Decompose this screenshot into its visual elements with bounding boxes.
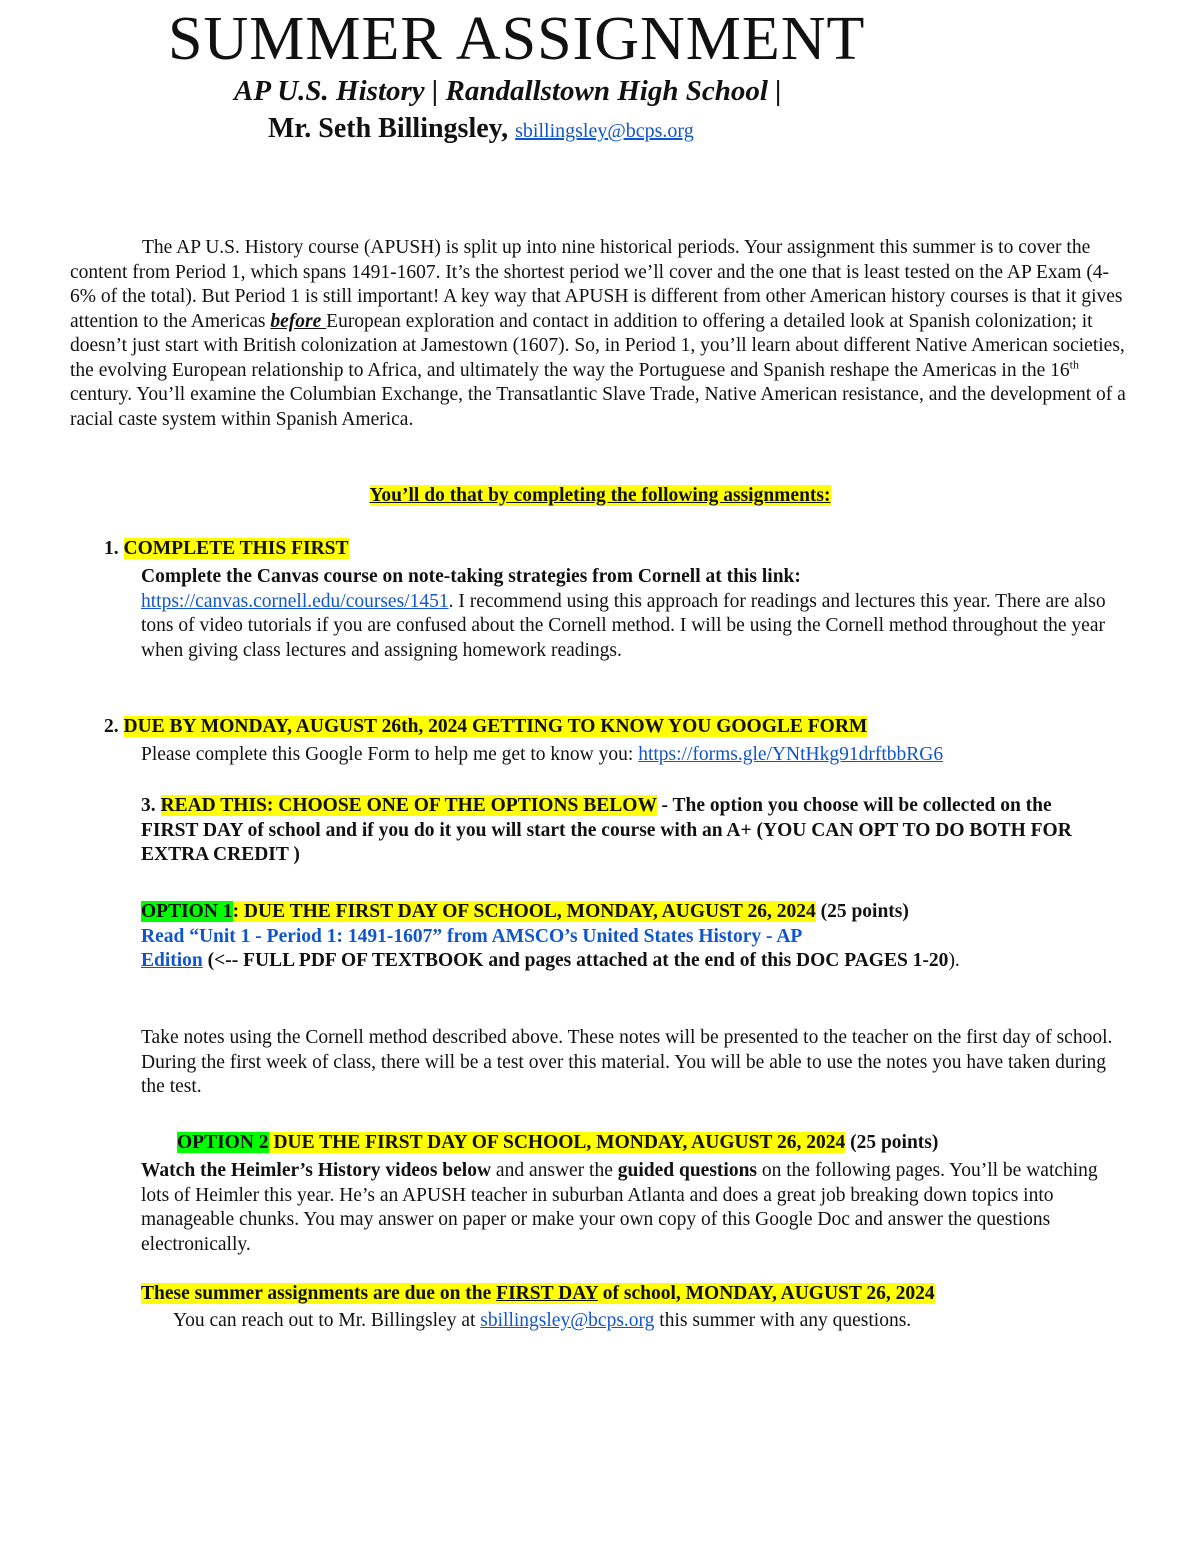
item3-text: - The option you choose will be collected on the FIRST DAY of school and if you do it you will start the course with an A+ (YOU CAN OPT TO DO BOTH FOR EXTRA CREDIT ) bbox=[141, 795, 1072, 865]
option1-heading bbox=[141, 901, 816, 922]
google-form-link[interactable]: https://forms.gle/YNtHkg91drftbbRG6 bbox=[638, 744, 944, 765]
intro-text-1: The AP U.S. History course (APUSH) is split up into nine historical periods. Your assignment this summer is to cover the content from Period 1, which spans 1491-1607. It’s the shortest period we’ll cover and the one that is least tested on the AP Exam (4-6% of the total). But Period 1 is still important! A key way that APUSH is different from other American history courses is that it gives attention to the Americas bbox=[70, 237, 1123, 332]
item1-heading: COMPLETE THIS FIRST bbox=[123, 538, 349, 559]
item1-text: . I recommend using this approach for readings and lectures this year. There are also tons of video tutorials if you are confused about the Cornell method. I will be using the Cornell method throughout the year when giving class lectures and assigning homework readings. bbox=[141, 590, 1106, 661]
option2-due: DUE THE FIRST DAY OF SCHOOL, MONDAY, AUGUST 26, 2024 bbox=[268, 1132, 846, 1153]
intro-text-2: European exploration and contact in addition to offering a detailed look at Spanish colonization; it doesn’t just start with British colonization at Jamestown (1607). So, in Period 1, you’ll learn about different Native American societies, the evolving European relationship to Africa, and ultimately the way the Portuguese and Spanish reshape the Americas in the 16 bbox=[70, 310, 1125, 381]
item1-heading-line bbox=[104, 538, 349, 560]
item3-number: 3. bbox=[141, 795, 156, 816]
amsco-edition-link[interactable]: Edition bbox=[141, 950, 203, 971]
footer-due bbox=[141, 1283, 935, 1304]
footer-contact-a: You can reach out to Mr. Billingsley at bbox=[173, 1310, 481, 1331]
item1-body bbox=[141, 565, 1121, 663]
option2-heading bbox=[177, 1132, 845, 1153]
item2-text: Please complete this Google Form to help me get to know you: bbox=[141, 744, 639, 765]
option2-body bbox=[141, 1159, 1121, 1257]
intro-before-emphasis: before bbox=[270, 310, 327, 332]
footer-contact bbox=[173, 1309, 911, 1334]
teacher-name: Mr. Seth Billingsley, bbox=[268, 113, 509, 144]
option1-note-end: ). bbox=[948, 950, 960, 971]
option1-note: (<-- FULL PDF OF TEXTBOOK and pages attached at the end of this DOC PAGES 1-20 bbox=[202, 950, 949, 971]
footer-email-link[interactable]: sbillingsley@bcps.org bbox=[480, 1310, 655, 1331]
footer-due-c: of school, MONDAY, AUGUST 26, 2024 bbox=[597, 1283, 935, 1304]
option2-text: on the following pages. You’ll be watching lots of Heimler this year. He’s an APUSH teacher in suburban Atlanta and does a great job breaking down topics into manageable chunks. You may answer on paper or make your own copy of this Google Doc and answer the questions electronically. bbox=[141, 1160, 1098, 1255]
option1-read-text: Read “Unit 1 - Period 1: 1491-1607” from AMSCO’s United States History - AP bbox=[141, 925, 803, 947]
item2-number: 2. bbox=[104, 716, 119, 737]
item3-heading: READ THIS: CHOOSE ONE OF THE OPTIONS BELOW bbox=[160, 795, 657, 816]
item2-heading-line bbox=[104, 716, 867, 738]
footer-due-line bbox=[141, 1283, 935, 1305]
option2-watch: Watch the Heimler’s History videos below bbox=[141, 1160, 492, 1181]
item3-block bbox=[141, 794, 1106, 868]
teacher-line bbox=[268, 110, 694, 150]
assignments-heading: You’ll do that by completing the following assignments: bbox=[369, 485, 831, 506]
option1-block bbox=[141, 900, 1121, 974]
option2-points: (25 points) bbox=[845, 1132, 939, 1153]
option2-mid: and answer the bbox=[491, 1160, 618, 1181]
intro-paragraph bbox=[70, 236, 1130, 432]
item2-body bbox=[141, 743, 1141, 768]
teacher-email-link[interactable]: sbillingsley@bcps.org bbox=[515, 120, 694, 142]
assignments-heading-line bbox=[0, 485, 1200, 507]
intro-superscript: th bbox=[1069, 357, 1079, 371]
option2-guided: guided questions bbox=[617, 1160, 758, 1181]
option1-due: : DUE THE FIRST DAY OF SCHOOL, MONDAY, AUGUST 26, 2024 bbox=[232, 901, 816, 922]
option1-instructions: Take notes using the Cornell method described above. These notes will be presented to the teacher on the first day of school. During the first week of class, there will be a test over this material. You will be able to use the notes you have taken during the test. bbox=[141, 1027, 1113, 1097]
intro-text-3: century. You’ll examine the Columbian Exchange, the Transatlantic Slave Trade, Native American resistance, and the development of a racial caste system within Spanish America. bbox=[70, 384, 1126, 430]
document-title: SUMMER ASSIGNMENT bbox=[168, 5, 866, 73]
footer-due-b: FIRST DAY bbox=[496, 1283, 598, 1304]
option1-points: (25 points) bbox=[815, 901, 909, 922]
footer-due-a: These summer assignments are due on the bbox=[141, 1283, 497, 1304]
option1-label: OPTION 1 bbox=[141, 901, 233, 922]
option2-label: OPTION 2 bbox=[177, 1132, 269, 1153]
item2-heading: DUE BY MONDAY, AUGUST 26th, 2024 GETTING TO KNOW YOU GOOGLE FORM bbox=[123, 716, 868, 737]
footer-contact-b: this summer with any questions. bbox=[654, 1310, 912, 1331]
item1-bold-line: Complete the Canvas course on note-taking strategies from Cornell at this link: bbox=[141, 566, 801, 587]
course-subtitle: AP U.S. History | Randallstown High School | bbox=[234, 75, 782, 107]
item1-number: 1. bbox=[104, 538, 119, 559]
option2-heading-line bbox=[177, 1132, 938, 1154]
cornell-canvas-link[interactable]: https://canvas.cornell.edu/courses/1451 bbox=[141, 590, 449, 612]
